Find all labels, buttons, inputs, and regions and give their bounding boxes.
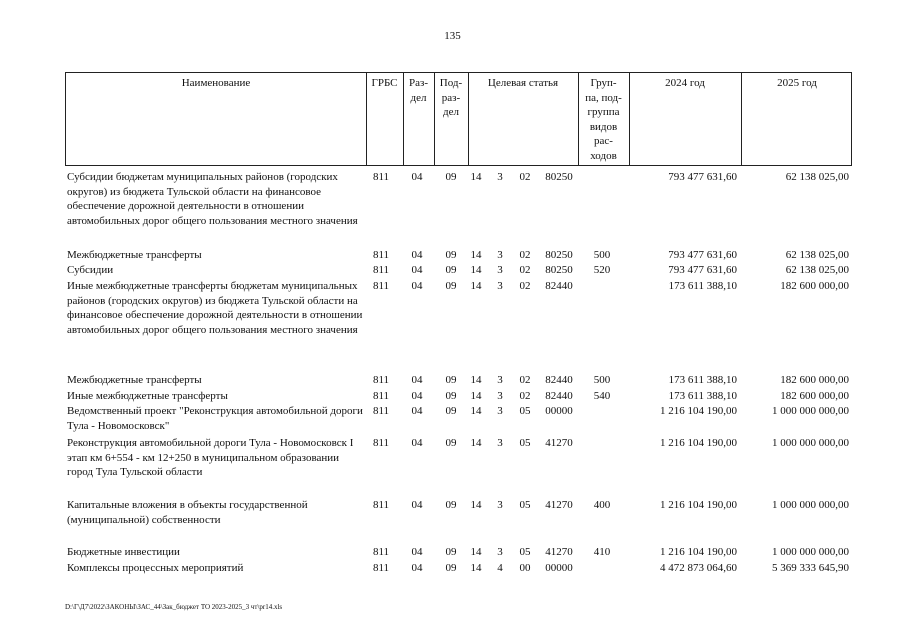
- cell-y2024: 793 477 631,60: [668, 264, 737, 276]
- cell-t4: 41270: [545, 546, 573, 558]
- cell-t1: 14: [470, 249, 482, 261]
- cell-t4: 41270: [545, 499, 573, 511]
- cell-t3: 02: [519, 280, 531, 292]
- row-name: Субсидии: [67, 264, 114, 276]
- row-name: Субсидии бюджетам муниципальных районов (городских округов) из бюджета Тульской области на финансовое обеспечение дорожной деятельности в отношении автомобильных дорог общего пользования местного значения: [67, 171, 358, 227]
- cell-grbs: 811: [372, 546, 390, 558]
- cell-t4: 41270: [545, 437, 573, 449]
- row-name: Капитальные вложения в объекты государственной (муниципальной) собственности: [67, 499, 308, 526]
- cell-t2: 3: [497, 264, 503, 276]
- cell-t2: 3: [497, 280, 503, 292]
- cell-y2024: 793 477 631,60: [668, 171, 737, 183]
- cell-grbs: 811: [372, 562, 390, 574]
- cell-y2024: 173 611 388,10: [668, 390, 737, 402]
- cell-t3: 05: [519, 405, 531, 417]
- cell-y2025: 5 369 333 645,90: [772, 562, 849, 574]
- cell-prz: 09: [445, 171, 457, 183]
- cell-rz: 04: [411, 405, 423, 417]
- header-grbs: ГРБС: [371, 77, 398, 89]
- row-name: Межбюджетные трансферты: [67, 249, 202, 261]
- cell-y2024: 793 477 631,60: [668, 249, 737, 261]
- row-name: Комплексы процессных мероприятий: [67, 562, 244, 574]
- cell-rz: 04: [411, 280, 423, 292]
- cell-prz: 09: [445, 390, 457, 402]
- cell-grbs: 811: [372, 437, 390, 449]
- cell-t2: 3: [497, 374, 503, 386]
- cell-y2025: 1 000 000 000,00: [772, 405, 849, 417]
- cell-prz: 09: [445, 249, 457, 261]
- cell-t3: 05: [519, 437, 531, 449]
- cell-y2025: 62 138 025,00: [785, 171, 849, 183]
- cell-grbs: 811: [372, 390, 390, 402]
- cell-t1: 14: [470, 264, 482, 276]
- cell-t3: 05: [519, 499, 531, 511]
- cell-y2024: 1 216 104 190,00: [660, 405, 737, 417]
- cell-prz: 09: [445, 499, 457, 511]
- row-name: Иные межбюджетные трансферты: [67, 390, 228, 402]
- cell-y2024: 173 611 388,10: [668, 280, 737, 292]
- cell-t4: 80250: [545, 249, 573, 261]
- cell-y2025: 182 600 000,00: [780, 374, 849, 386]
- cell-t1: 14: [470, 280, 482, 292]
- row-name: Иные межбюджетные трансферты бюджетам муниципальных районов (городских округов) из бюджета Тульской области на финансовое обеспечение дорожной деятельности в отношении автомобильных дорог общего пользования местного значения: [67, 280, 363, 336]
- cell-t1: 14: [470, 171, 482, 183]
- cell-y2025: 1 000 000 000,00: [772, 499, 849, 511]
- footer-file-path: D:\Г\Д7\2022\ЗАКОНЫ\ЗАС_44\Зак_бюджет ТО 2023-2025_3 чт\pr14.xls: [65, 603, 283, 611]
- cell-prz: 09: [445, 562, 457, 574]
- cell-rz: 04: [411, 562, 423, 574]
- cell-rz: 04: [411, 546, 423, 558]
- cell-t2: 4: [497, 562, 503, 574]
- header-2025: 2025 год: [777, 77, 817, 89]
- cell-t2: 3: [497, 171, 503, 183]
- cell-group: 400: [593, 499, 611, 511]
- cell-t3: 02: [519, 374, 531, 386]
- cell-grbs: 811: [372, 280, 390, 292]
- cell-t4: 80250: [545, 171, 573, 183]
- cell-grbs: 811: [372, 171, 390, 183]
- cell-y2025: 62 138 025,00: [785, 264, 849, 276]
- header-podrazdel: Под- раз- дел: [439, 77, 463, 118]
- cell-t3: 02: [519, 171, 531, 183]
- cell-t1: 14: [470, 374, 482, 386]
- cell-t1: 14: [470, 405, 482, 417]
- cell-group: 500: [593, 249, 611, 261]
- header-target-article: Целевая статья: [487, 77, 559, 89]
- cell-t2: 3: [497, 390, 503, 402]
- cell-t2: 3: [497, 499, 503, 511]
- cell-rz: 04: [411, 437, 423, 449]
- cell-grbs: 811: [372, 499, 390, 511]
- cell-prz: 09: [445, 405, 457, 417]
- cell-rz: 04: [411, 374, 423, 386]
- cell-t2: 3: [497, 437, 503, 449]
- cell-prz: 09: [445, 374, 457, 386]
- cell-rz: 04: [411, 390, 423, 402]
- cell-prz: 09: [445, 264, 457, 276]
- cell-prz: 09: [445, 437, 457, 449]
- cell-grbs: 811: [372, 249, 390, 261]
- cell-grbs: 811: [372, 264, 390, 276]
- cell-rz: 04: [411, 264, 423, 276]
- row-name: Реконструкция автомобильной дороги Тула - Новомосковск I этап км 6+554 - км 12+250 в муниципальном образовании город Тула Тульской области: [67, 437, 354, 478]
- cell-y2025: 1 000 000 000,00: [772, 546, 849, 558]
- cell-t2: 3: [497, 405, 503, 417]
- cell-group: 520: [593, 264, 611, 276]
- header-2024: 2024 год: [665, 77, 705, 89]
- cell-prz: 09: [445, 280, 457, 292]
- cell-t2: 3: [497, 546, 503, 558]
- cell-t4: 82440: [545, 280, 573, 292]
- cell-t4: 80250: [545, 264, 573, 276]
- header-razdel: Раз- дел: [408, 77, 428, 104]
- cell-t2: 3: [497, 249, 503, 261]
- cell-y2025: 182 600 000,00: [780, 390, 849, 402]
- cell-t3: 05: [519, 546, 531, 558]
- cell-grbs: 811: [372, 405, 390, 417]
- cell-t3: 00: [519, 562, 531, 574]
- cell-group: 500: [593, 374, 611, 386]
- cell-t3: 02: [519, 264, 531, 276]
- cell-y2025: 62 138 025,00: [785, 249, 849, 261]
- cell-rz: 04: [411, 499, 423, 511]
- cell-t1: 14: [470, 562, 482, 574]
- cell-t4: 00000: [545, 562, 573, 574]
- header-name: Наименование: [181, 77, 251, 89]
- cell-group: 540: [593, 390, 611, 402]
- cell-t4: 82440: [545, 390, 573, 402]
- cell-t3: 02: [519, 249, 531, 261]
- cell-y2024: 4 472 873 064,60: [660, 562, 737, 574]
- cell-group: 410: [593, 546, 611, 558]
- cell-t4: 82440: [545, 374, 573, 386]
- cell-t1: 14: [470, 499, 482, 511]
- header-expense-group: Груп- па, под- группа видов рас- ходов: [585, 77, 622, 162]
- page-number: 135: [444, 30, 461, 42]
- cell-y2024: 1 216 104 190,00: [660, 546, 737, 558]
- cell-prz: 09: [445, 546, 457, 558]
- cell-grbs: 811: [372, 374, 390, 386]
- cell-y2024: 1 216 104 190,00: [660, 499, 737, 511]
- cell-rz: 04: [411, 171, 423, 183]
- cell-t1: 14: [470, 437, 482, 449]
- cell-rz: 04: [411, 249, 423, 261]
- cell-y2025: 182 600 000,00: [780, 280, 849, 292]
- cell-y2024: 1 216 104 190,00: [660, 437, 737, 449]
- row-name: Ведомственный проект "Реконструкция автомобильной дороги Тула - Новомосковск": [67, 405, 363, 432]
- table-header: [65, 72, 852, 166]
- row-name: Межбюджетные трансферты: [67, 374, 202, 386]
- cell-y2024: 173 611 388,10: [668, 374, 737, 386]
- row-name: Бюджетные инвестиции: [67, 546, 180, 558]
- cell-t1: 14: [470, 390, 482, 402]
- cell-y2025: 1 000 000 000,00: [772, 437, 849, 449]
- cell-t4: 00000: [545, 405, 573, 417]
- cell-t3: 02: [519, 390, 531, 402]
- cell-t1: 14: [470, 546, 482, 558]
